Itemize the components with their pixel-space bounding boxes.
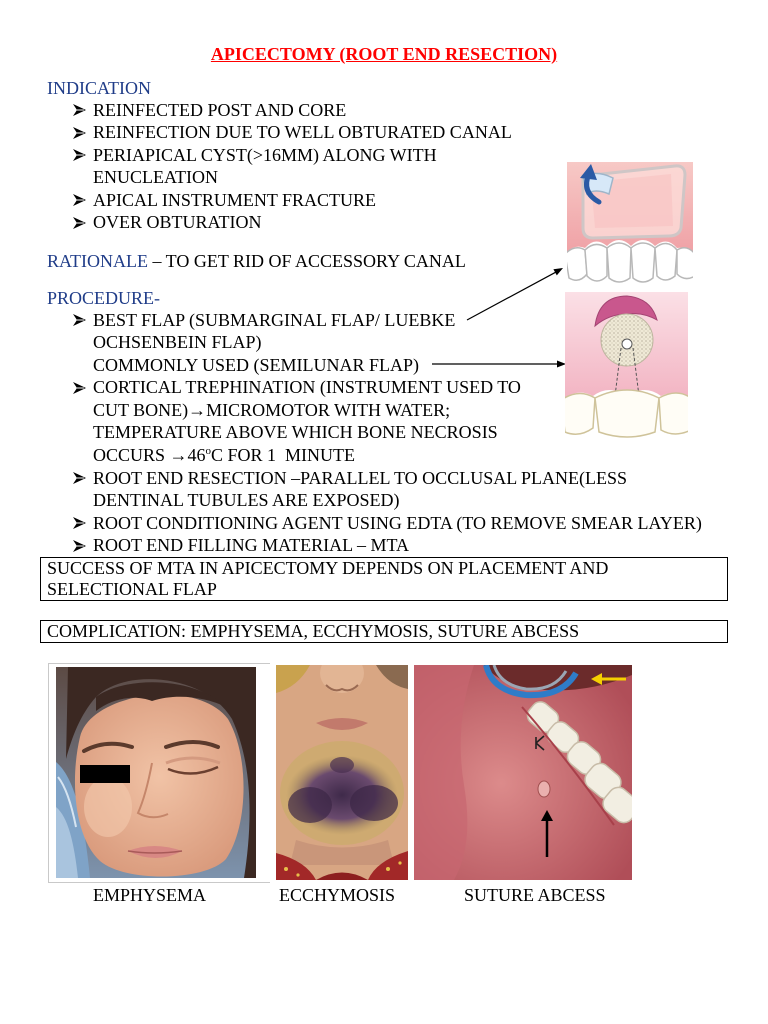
list-item-text: COMMONLY USED (SEMILUNAR FLAP)	[93, 354, 420, 375]
arrowhead-bullet-icon	[73, 127, 86, 139]
list-item-text: REINFECTED POST AND CORE	[93, 99, 347, 120]
success-note-box	[40, 557, 728, 601]
rationale-text: – TO GET RID OF ACCESSORY CANAL	[148, 250, 466, 271]
list-item-text: DENTINAL TUBULES ARE EXPOSED)	[93, 490, 400, 511]
list-item	[93, 211, 512, 234]
list-item	[93, 467, 702, 512]
arrowhead-bullet-icon	[73, 314, 86, 326]
list-item-text: OVER OBTURATION	[93, 212, 262, 233]
list-item-text: PERIAPICAL CYST(>16MM) ALONG WITH	[93, 144, 437, 165]
complication-box	[40, 620, 728, 643]
arrowhead-bullet-icon	[73, 382, 86, 394]
emphysema-photo	[56, 667, 256, 878]
arrowhead-bullet-icon	[73, 194, 86, 206]
arrowhead-bullet-icon	[73, 217, 86, 229]
temperature-unit-text: C FOR 1 MINUTE	[211, 444, 356, 465]
abscess-nodule	[538, 781, 550, 797]
caption-ecchymosis: ECCHYMOSIS	[279, 884, 396, 905]
flap-elevation-illustration	[567, 162, 693, 284]
arrow-to-semilunar-illustration	[432, 361, 566, 368]
rationale-label: RATIONALE	[47, 250, 148, 271]
list-item	[93, 534, 702, 557]
list-item-text: TEMPERATURE ABOVE WHICH BONE NECROSIS	[93, 422, 498, 443]
list-item-text: OCHSENBEIN FLAP)	[93, 332, 262, 353]
list-item-text: ROOT END FILLING MATERIAL – MTA	[93, 535, 410, 556]
complication-text: COMPLICATION: EMPHYSEMA, ECCHYMOSIS, SUTURE ABCESS	[47, 621, 580, 641]
procedure-heading: PROCEDURE-	[47, 287, 161, 308]
list-item-text: ROOT END RESECTION –PARALLEL TO OCCLUSAL PLANE(LESS	[93, 467, 628, 488]
indication-heading: INDICATION	[47, 77, 151, 98]
arrow-to-flap-illustration	[467, 268, 563, 320]
arrowhead-bullet-icon	[73, 472, 86, 484]
list-item-text: ROOT CONDITIONING AGENT USING EDTA (TO REMOVE SMEAR LAYER)	[93, 512, 702, 533]
list-item-text: APICAL INSTRUMENT FRACTURE	[93, 189, 377, 210]
arrowhead-bullet-icon	[73, 540, 86, 552]
temperature-text: OCCURS →46	[93, 444, 206, 465]
arrowhead-bullet-icon	[73, 104, 86, 116]
list-item-text: REINFECTION DUE TO WELL OBTURATED CANAL	[93, 122, 512, 143]
list-item-text: CORTICAL TREPHINATION (INSTRUMENT USED TO	[93, 377, 521, 398]
list-item-text: BEST FLAP (SUBMARGINAL FLAP/ LUEBKE	[93, 309, 456, 330]
list-item	[93, 189, 512, 212]
pointer-arrows	[420, 255, 570, 375]
censor-bar	[80, 765, 130, 783]
temperature-line	[93, 444, 702, 467]
ecchymosis-photo	[276, 665, 408, 880]
semilunar-flap-illustration	[565, 292, 688, 438]
rationale-line	[47, 250, 466, 273]
note-text: SELECTIONAL FLAP	[47, 579, 217, 599]
caption-suture-abcess: SUTURE ABCESS	[464, 884, 606, 905]
degree-superscript: o	[205, 444, 212, 457]
list-item	[93, 144, 512, 189]
arrowhead-bullet-icon	[73, 149, 86, 161]
list-item	[93, 121, 512, 144]
page-title: APICECTOMY (ROOT END RESECTION)	[210, 43, 558, 64]
arrowhead-bullet-icon	[73, 517, 86, 529]
teeth	[565, 390, 688, 437]
list-item-text: ENUCLEATION	[93, 167, 218, 188]
list-item	[93, 512, 702, 535]
suture-abscess-photo	[414, 665, 632, 880]
list-item	[93, 99, 512, 122]
caption-emphysema: EMPHYSEMA	[93, 884, 207, 905]
note-text: SUCCESS OF MTA IN APICECTOMY DEPENDS ON PLACEMENT AND	[47, 558, 609, 578]
indication-list	[93, 99, 512, 234]
teeth	[567, 243, 693, 282]
list-item-text: CUT BONE)→MICROMOTOR WITH WATER;	[93, 399, 451, 420]
